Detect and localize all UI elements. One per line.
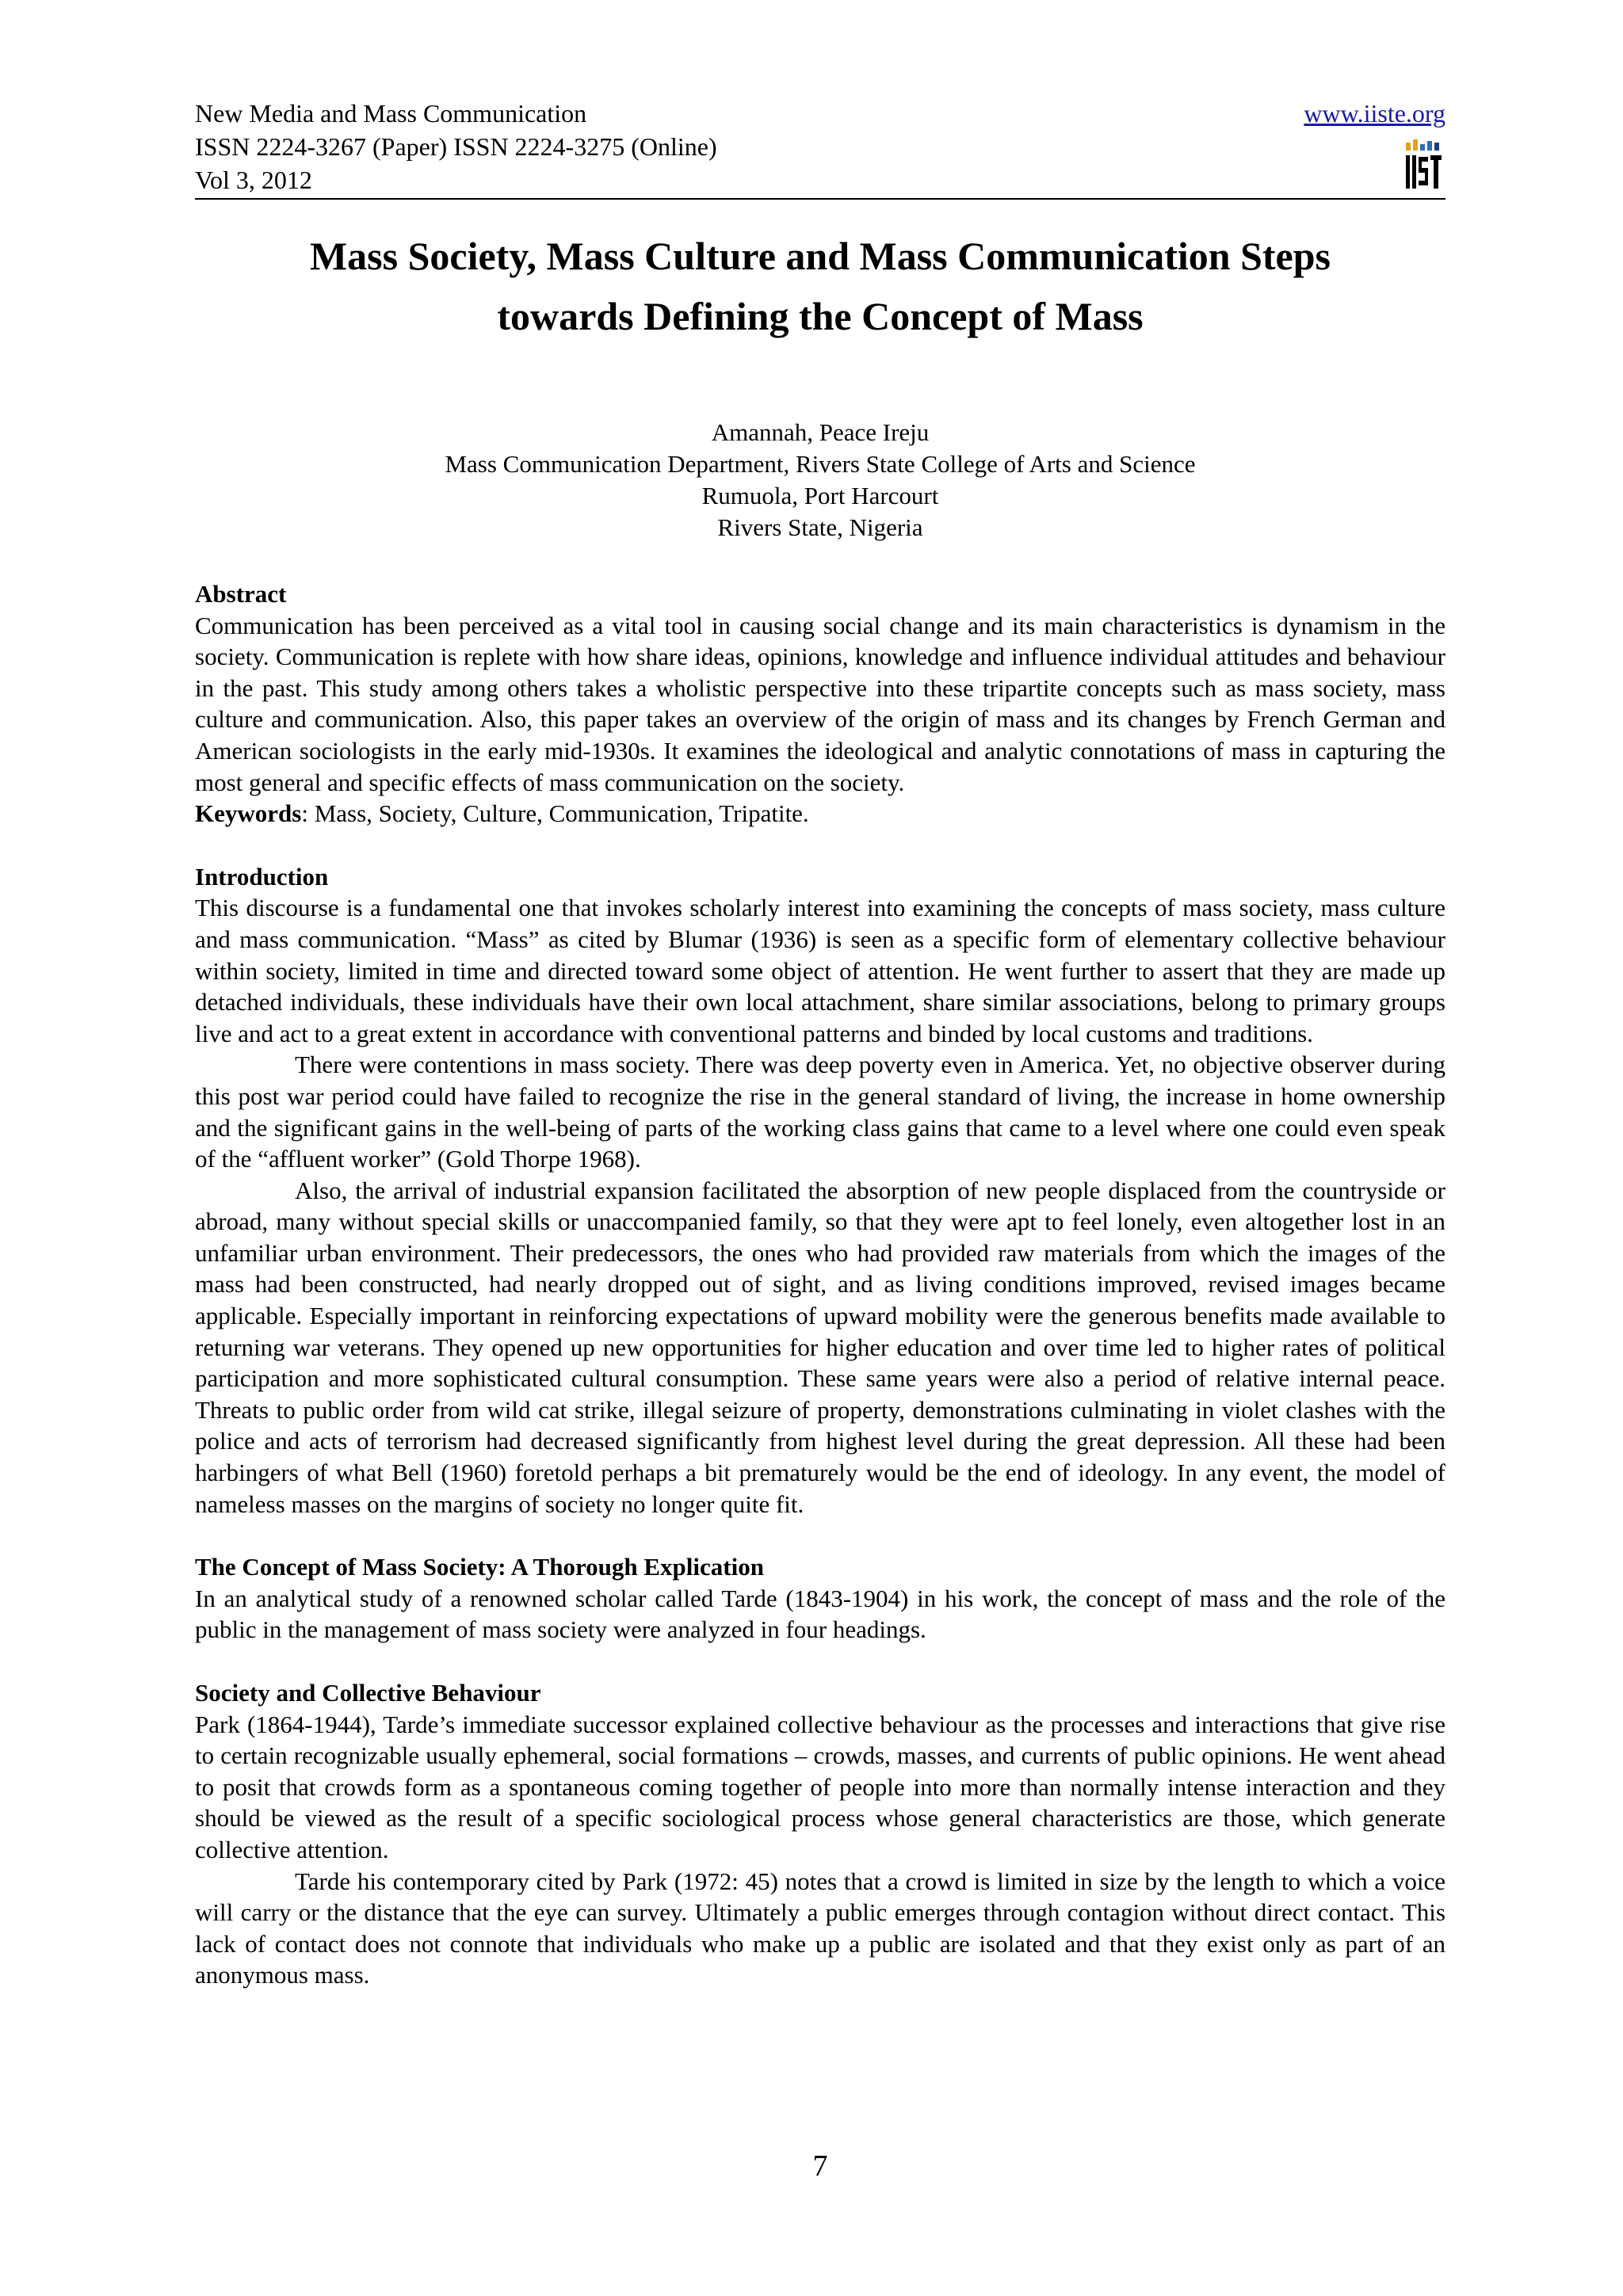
- keywords-label: Keywords: [195, 799, 302, 828]
- journal-name: New Media and Mass Communication: [195, 99, 587, 128]
- title-line-1: Mass Society, Mass Culture and Mass Communication Steps: [309, 234, 1331, 278]
- society-paragraph-2: Tarde his contemporary cited by Park (1972: 45) notes that a crowd is limited in size by the length to which a voice will carry or the distance that the eye can survey. Ultimately a public emerges through contagion without direct contact. This lack of contact does not connote that individuals who make up a public are isolated and that they exist only as part of an anonymous mass.: [195, 1867, 1445, 1989]
- concept-heading: The Concept of Mass Society: A Thorough Explication: [195, 1553, 764, 1581]
- title-line-2: towards Defining the Concept of Mass: [497, 294, 1144, 338]
- author-affiliation: Mass Communication Department, Rivers State College of Arts and Science: [445, 450, 1196, 478]
- author-city: Rumuola, Port Harcourt: [701, 482, 939, 509]
- introduction-paragraph-3: Also, the arrival of industrial expansion facilitated the absorption of new people displaced from the countryside or abroad, many without special skills or unaccompanied family, so that they were apt to feel lonely, even altogether lost in an unfamiliar urban environment. Their predecessors, the ones who had provided raw materials from which the images of the mass had been constructed, had nearly dropped out of sight, and as living conditions improved, revised images became applicable. Especially important in reinforcing expectations of upward mobility were the generous benefits made available to returning war veterans. They opened up new opportunities for higher education and over time led to higher rates of political participation and more sophisticated cultural consumption. These same years were also a period of relative internal peace. Threats to public order from wild cat strike, illegal seizure of property, demonstrations culminating in violet clashes with the police and acts of terrorism had decreased significantly from highest level during the great depression. All these had been harbingers of what Bell (1960) foretold perhaps a bit prematurely would be the end of ideology. In any event, the model of nameless masses on the margins of society no longer quite fit.: [195, 1176, 1445, 1518]
- header-divider: [195, 198, 1445, 200]
- society-heading: Society and Collective Behaviour: [195, 1679, 541, 1707]
- journal-url-link[interactable]: www.iiste.org: [1304, 99, 1445, 128]
- abstract-heading: Abstract: [195, 580, 287, 608]
- introduction-paragraph-1: This discourse is a fundamental one that invokes scholarly interest into examining the concepts of mass society, mass culture and mass communication. “Mass” as cited by Blumar (1936) is seen as a specific form of elementary collective behaviour within society, limited in time and directed toward some object of attention. He went further to assert that they are made up detached individuals, these individuals have their own local attachment, share similar associations, belong to primary groups live and act to a great extent in accordance with conventional patterns and binded by local customs and traditions.: [195, 894, 1445, 1047]
- journal-volume: Vol 3, 2012: [195, 166, 312, 194]
- abstract-text: Communication has been perceived as a vital tool in causing social change and its main characteristics is dynamism in the society. Communication is replete with how share ideas, opinions, knowledge and influence individual attitudes and behaviour in the past. This study among others takes a wholistic perspective into these tripartite concepts such as mass society, mass culture and communication. Also, this paper takes an overview of the origin of mass and its changes by French German and American sociologists in the early mid-1930s. It examines the ideological and analytic connotations of mass in capturing the most general and specific effects of mass communication on the society.: [195, 611, 1445, 796]
- paper-title: [195, 226, 1445, 346]
- introduction-heading: Introduction: [195, 862, 329, 891]
- society-paragraph-1: Park (1864-1944), Tarde’s immediate successor explained collective behaviour as the processes and interactions that give rise to certain recognizable usually ephemeral, social formations – crowds, masses, and currents of public opinions. He went ahead to posit that crowds form as a spontaneous coming together of people into more than normally intense interaction and they should be viewed as the result of a specific sociological process whose general characteristics are those, which generate collective attention.: [195, 1710, 1445, 1863]
- keywords-list: : Mass, Society, Culture, Communication, Tripatite.: [301, 799, 809, 828]
- author-name: Amannah, Peace Ireju: [711, 418, 930, 446]
- introduction-paragraph-2: There were contentions in mass society. There was deep poverty even in America. Yet, no objective observer during this post war period could have failed to recognize the rise in the general standard of living, the increase in home ownership and the significant gains in the well-being of parts of the working class gains that came to a level where one could even speak of the “affluent worker” (Gold Thorpe 1968).: [195, 1051, 1445, 1173]
- iiste-logo-icon: [1404, 138, 1444, 193]
- author-block: [195, 417, 1445, 543]
- page-number: 7: [812, 2149, 828, 2183]
- concept-paragraph-1: In an analytical study of a renowned scholar called Tarde (1843-1904) in his work, the concept of mass and the role of the public in the management of mass society were analyzed in four headings.: [195, 1584, 1445, 1644]
- author-state: Rivers State, Nigeria: [717, 513, 923, 541]
- paper-body: [195, 578, 1445, 1991]
- journal-header: [195, 97, 1445, 200]
- journal-issn: ISSN 2224-3267 (Paper) ISSN 2224-3275 (Online): [195, 132, 717, 161]
- keywords-line: [195, 798, 1445, 830]
